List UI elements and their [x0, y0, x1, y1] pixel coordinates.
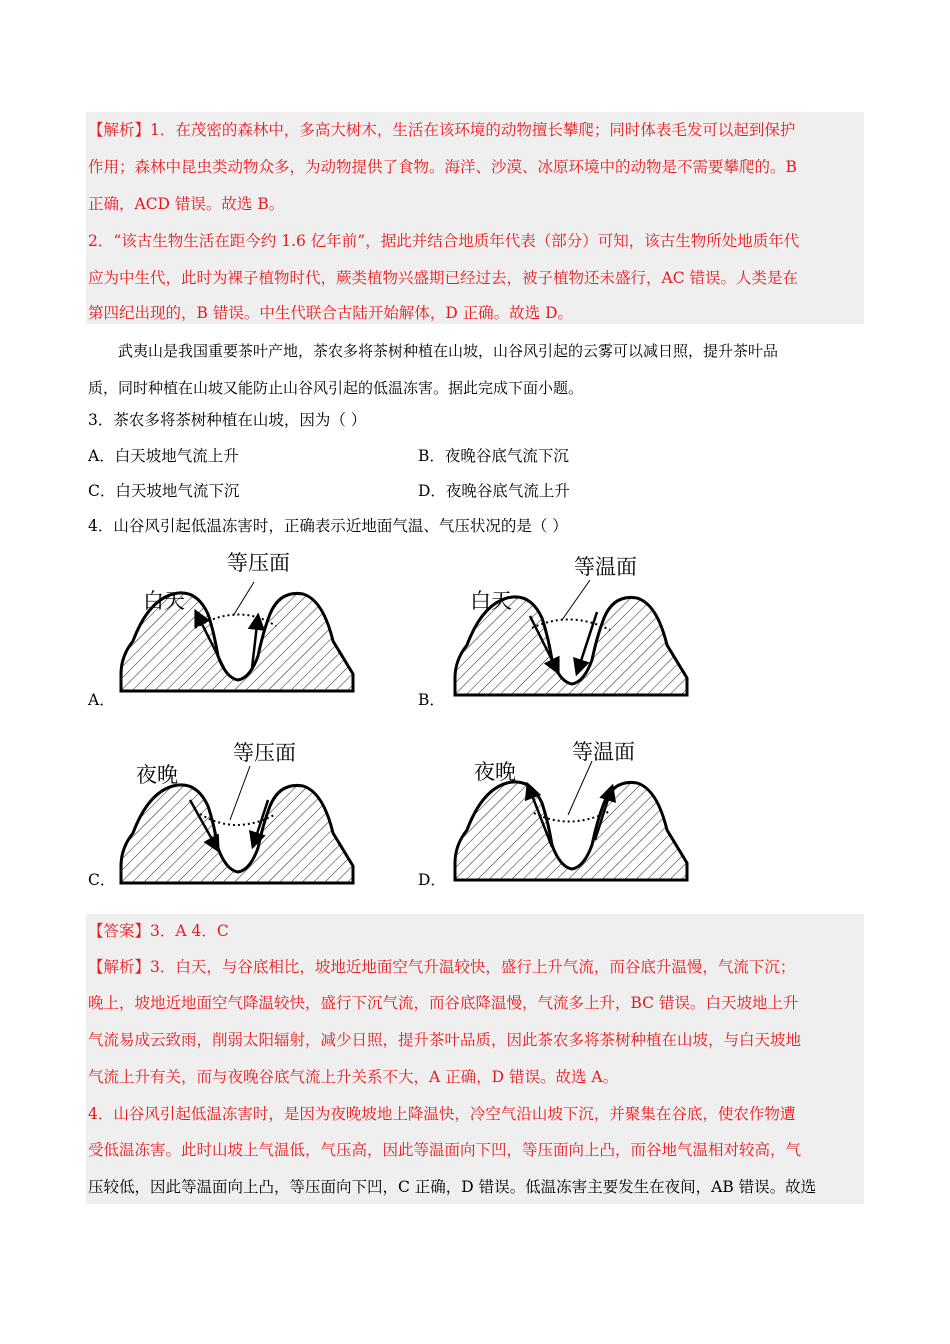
- time-label: 白天: [143, 589, 185, 613]
- diagram-a[interactable]: [118, 546, 358, 696]
- diagram-b[interactable]: [452, 550, 692, 700]
- surface-label: 等压面: [233, 741, 296, 765]
- leader-line: [562, 580, 590, 620]
- passage-line: 质，同时种植在山坡又能防止山谷风引起的低温冻害。据此完成下面小题。: [88, 379, 584, 397]
- time-label: 白天: [470, 589, 512, 613]
- mountain-shape: [455, 782, 687, 880]
- diagram-c-letter[interactable]: C．: [88, 871, 116, 889]
- surface-label: 等温面: [574, 555, 637, 579]
- time-label: 夜晚: [136, 763, 178, 787]
- mountain-shape: [121, 785, 353, 883]
- diagram-b-letter[interactable]: B．: [418, 691, 445, 709]
- diagram-d-letter[interactable]: D．: [418, 871, 446, 889]
- analysis-line: 气流易成云致雨，削弱太阳辐射，减少日照，提升茶叶品质，因此茶农多将茶树种植在山坡，与白天坡地: [88, 1031, 802, 1049]
- passage-line: 武夷山是我国重要茶叶产地，茶农多将茶树种植在山坡，山谷风引起的云雾可以减日照，提升茶叶品: [118, 342, 779, 360]
- option-3b[interactable]: B．夜晚谷底气流下沉: [418, 447, 569, 465]
- analysis-line: 压较低，因此等温面向上凸，等压面向下凹，C 正确，D 错误。低温冻害主要发生在夜间，AB 错误。故选: [88, 1178, 817, 1196]
- diagram-a-letter[interactable]: A．: [88, 691, 115, 709]
- analysis-line: 晚上，坡地近地面空气降温较快，盛行下沉气流，而谷底降温慢，气流多上升，BC 错误。白天坡地上升: [88, 994, 799, 1012]
- analysis-line: 作用；森林中昆虫类动物众多，为动物提供了食物。海洋、沙漠、冰原环境中的动物是不需要攀爬的。B: [88, 158, 797, 176]
- analysis-line: 应为中生代，此时为裸子植物时代，蕨类植物兴盛期已经过去，被子植物还未盛行，AC 错误。人类是在: [88, 269, 798, 287]
- analysis-line: 【解析】1．在茂密的森林中，多高大树木，生活在该环境的动物擅长攀爬；同时体表毛发可以起到保护: [88, 121, 796, 139]
- analysis-block-1: [86, 112, 864, 324]
- analysis-line: 4．山谷风引起低温冻害时，是因为夜晚坡地上降温快，冷空气沿山坡下沉，并聚集在谷底，使农作物遭: [88, 1105, 796, 1123]
- option-3a[interactable]: A．白天坡地气流上升: [88, 447, 239, 465]
- analysis-line: 气流上升有关，而与夜晚谷底气流上升关系不大，A 正确，D 错误。故选 A。: [88, 1068, 619, 1086]
- time-label: 夜晚: [474, 760, 516, 784]
- diagram-d[interactable]: [452, 735, 692, 885]
- option-3d[interactable]: D．夜晚谷底气流上升: [418, 482, 570, 500]
- analysis-line: 2．“该古生物生活在距今约 1.6 亿年前”，据此并结合地质年代表（部分）可知，该古生物所处地质年代: [88, 232, 800, 250]
- option-3c[interactable]: C．白天坡地气流下沉: [88, 482, 240, 500]
- surface-label: 等压面: [227, 551, 290, 575]
- question-4-stem: 4．山谷风引起低温冻害时，正确表示近地面气温、气压状况的是（ ）: [88, 517, 568, 535]
- leader-line: [233, 582, 254, 616]
- surface-label: 等温面: [572, 740, 635, 764]
- analysis-line: 受低温冻害。此时山坡上气温低，气压高，因此等温面向下凹，等压面向上凸，而谷地气温相对较高，气: [88, 1141, 802, 1159]
- diagram-c[interactable]: [118, 738, 358, 888]
- analysis-line: 正确，ACD 错误。故选 B。: [88, 195, 285, 213]
- answer-line: 【答案】3．A 4．C: [88, 922, 229, 940]
- analysis-line: 第四纪出现的，B 错误。中生代联合古陆开始解体，D 正确。故选 D。: [88, 304, 574, 322]
- analysis-line: 【解析】3．白天，与谷底相比，坡地近地面空气升温较快，盛行上升气流，而谷底升温慢，气流下沉；: [88, 958, 796, 976]
- leader-line: [568, 761, 592, 815]
- leader-line: [230, 766, 250, 820]
- question-3-stem: 3．茶农多将茶树种植在山坡，因为（ ）: [88, 411, 367, 429]
